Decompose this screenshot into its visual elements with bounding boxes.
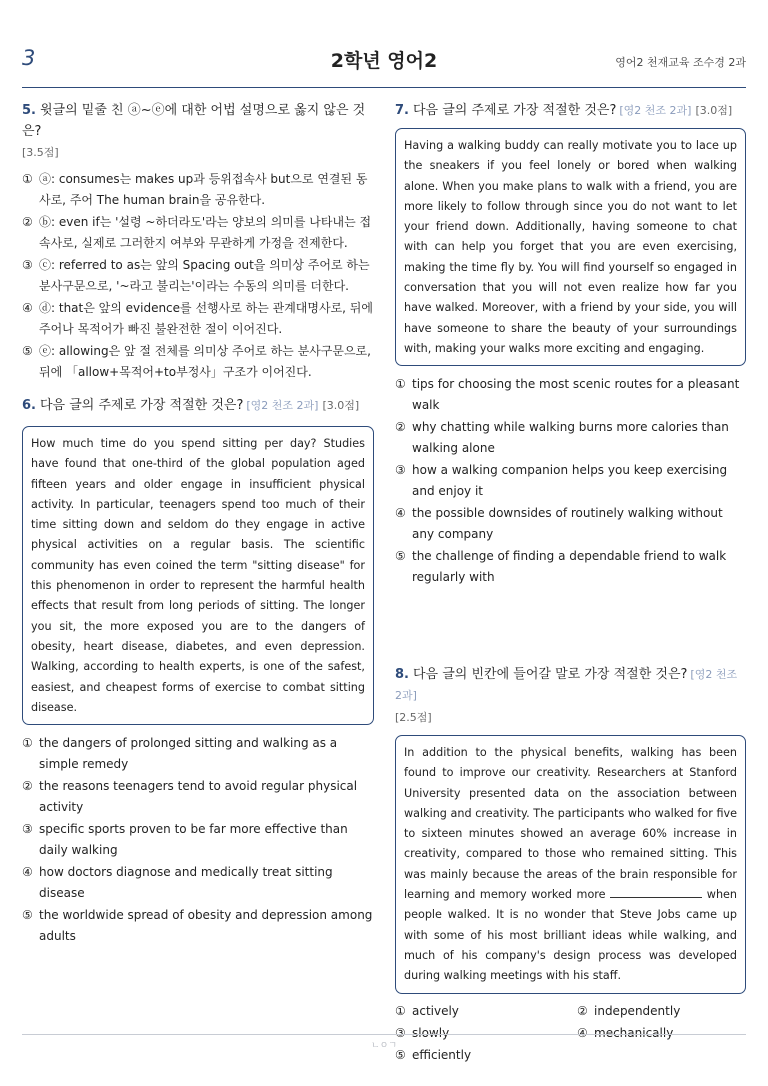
question-text: 다음 글의 빈칸에 들어갈 말로 가장 적절한 것은? [412,667,688,682]
question-8-stem [395,664,746,706]
question-points: [3.0점] [695,104,733,117]
question-text: 다음 글의 주제로 가장 적절한 것은? [39,398,244,413]
passage-text-after-blank: when people walked. It is no wonder that Steve Jobs came up with some of his most brilliant ideas while walking, and much of his company's design process was developed during walking meetings with his staff. [404,888,738,983]
question-6-options [22,733,374,947]
answer-option[interactable]: ② ⓑ: even if는 '설령 ~하더라도'라는 양보의 의미를 나타내는 접속사로, 실제로 그러한지 여부와 무관하게 가정을 전제한다. [22,215,372,250]
reading-passage [395,735,746,994]
question-number: 7. [395,103,409,118]
page-number: 3 [22,46,36,70]
answer-option[interactable]: ③ ⓒ: referred to as는 앞의 Spacing out을 의미상 주어로 하는 분사구문으로, '~라고 불리는'이라는 수동의 의미를 더한다. [22,258,370,293]
answer-option[interactable]: ④ how doctors diagnose and medically treat sitting disease [22,865,333,901]
page-subtitle: 영어2 천재교육 조수경 2과 [615,56,746,69]
question-text: 윗글의 밑줄 친 ⓐ~ⓔ에 대한 어법 설명으로 옳지 않은 것은? [22,103,366,139]
answer-option[interactable]: ③ specific sports proven to be far more effective than daily walking [22,822,348,858]
passage-text-before-blank: In addition to the physical benefits, walking has been found to improve our creativity. Researchers at Stanford University presented data on the association between walking and creativity. The participants who walked for five to sixteen minutes showed an average 60% increase in creativity, compared to those who remained sitting. This was mainly because the areas of the brain responsible for learning and memory worked more [404,746,737,902]
reading-passage: Having a walking buddy can really motivate you to lace up the sneakers if you feel lonely or bored when walking alone. When you make plans to walk with a friend, you are more likely to follow through since you do not want to let your friend down. Additionally, having someone to chat with can help you forget that you are even exercising, making the time fly by. You will find yourself so engaged in conversation that you will not even realize how far you have walked. Moreover, with a friend by your side, you will have someone to share the beauty of your surroundings with, making your walks more exciting and engaging. [395,128,746,366]
question-points: [3.0점] [322,399,360,412]
question-8 [395,664,746,1067]
answer-option[interactable]: ⑤ the challenge of finding a dependable friend to walk regularly with [395,549,727,585]
answer-blank [610,886,702,898]
answer-option[interactable]: ② independently [577,1003,681,1018]
question-number: 6. [22,398,36,413]
page-title: 2학년 영어2 [330,50,438,72]
question-source-tag: [영2 천조 2과] [395,668,738,702]
question-6 [22,395,374,948]
footer-mark: ㄴㅇㄱ [370,1041,398,1051]
answer-option[interactable]: ① tips for choosing the most scenic routes for a pleasant walk [395,377,740,413]
footer-divider [22,1034,746,1035]
answer-option[interactable]: ① the dangers of prolonged sitting and walking as a simple remedy [22,736,338,772]
question-points: [2.5점] [395,711,432,724]
answer-option[interactable]: ② why chatting while walking burns more calories than walking alone [395,420,729,456]
answer-option[interactable]: ⑤ ⓔ: allowing은 앞 절 전체를 의미상 주어로 하는 분사구문으로, 뒤에 「allow+목적어+to부정사」구조가 이어진다. [22,344,371,379]
answer-option[interactable]: ④ ⓓ: that은 앞의 evidence를 선행사로 하는 관계대명사로, 뒤에 주어나 목적어가 빠진 불완전한 절이 이어진다. [22,301,373,336]
question-5-options [22,169,374,383]
question-6-stem [22,395,374,416]
question-number: 8. [395,667,409,682]
answer-option[interactable]: ② the reasons teenagers tend to avoid regular physical activity [22,779,358,815]
question-7 [395,100,746,589]
answer-option[interactable]: ① ⓐ: consumes는 makes up과 등위접속사 but으로 연결된 동사로, 주어 The human brain을 공유한다. [22,172,368,207]
question-number: 5. [22,103,36,118]
question-5 [22,100,374,384]
answer-option[interactable]: ⑤ efficiently [395,1047,472,1062]
answer-option[interactable]: ① actively [395,1003,459,1018]
reading-passage: How much time do you spend sitting per day? Studies have found that one-third of the global population aged fifteen years and older engage in insufficient physical activity. In particular, teenagers spend too much of their time sitting down and seldom do they engage in active physical activities on a regular basis. The scientific community has even coined the term "sitting disease" for this phenomenon in order to represent the harmful health effects that result from long periods of sitting. The longer you sit, the more exposed you are to the dangers of obesity, heart disease, diabetes, and even depression. Walking, according to health experts, is one of the safest, easiest, and cheapest forms of exercise to combat sitting disease. [22,426,374,725]
answer-option[interactable]: ③ how a walking companion helps you keep exercising and enjoy it [395,463,728,499]
question-source-tag: [영2 천조 2과] [246,399,319,412]
page-header [22,42,746,88]
answer-option[interactable]: ④ the possible downsides of routinely walking without any company [395,506,723,542]
question-7-stem [395,100,746,121]
answer-option[interactable]: ④ mechanically [577,1025,674,1040]
question-source-tag: [영2 천조 2과] [619,104,692,117]
question-5-stem [22,100,374,142]
question-points: [3.5점] [22,146,59,159]
question-text: 다음 글의 주제로 가장 적절한 것은? [412,103,617,118]
answer-option[interactable]: ⑤ the worldwide spread of obesity and depression among adults [22,908,373,944]
answer-option[interactable]: ③ slowly [395,1025,450,1040]
question-7-options [395,374,746,588]
